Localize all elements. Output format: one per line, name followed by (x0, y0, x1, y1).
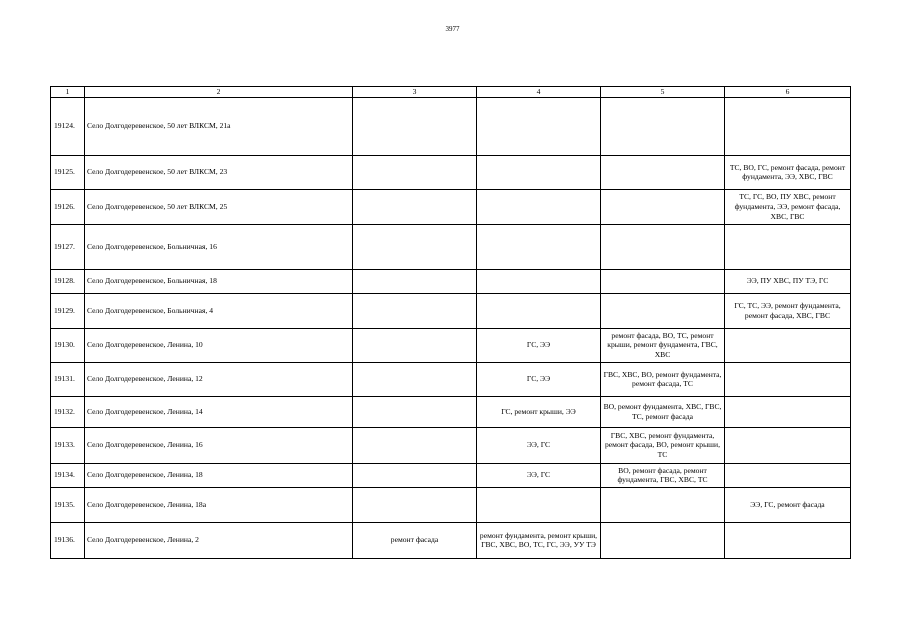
row-number: 19132. (51, 396, 85, 427)
table-header-row (51, 87, 851, 98)
row-col5 (601, 189, 725, 224)
row-col3 (353, 97, 477, 155)
table-row (51, 269, 851, 293)
row-address: Село Долгодеревенское, 50 лет ВЛКСМ, 23 (85, 155, 353, 189)
row-col6 (725, 362, 851, 396)
row-col4 (477, 97, 601, 155)
table-row (51, 487, 851, 522)
column-header-6: 6 (725, 87, 851, 98)
row-number: 19127. (51, 224, 85, 269)
row-col4 (477, 269, 601, 293)
row-col4 (477, 155, 601, 189)
works-table (50, 86, 851, 559)
table-row (51, 362, 851, 396)
row-col4: ремонт фундамента, ремонт крыши, ГВС, ХВС, ВО, ТС, ГС, ЭЭ, УУ ТЭ (477, 522, 601, 558)
row-col5 (601, 97, 725, 155)
row-col4: ЭЭ, ГС (477, 427, 601, 463)
column-header-3: 3 (353, 87, 477, 98)
row-col3 (353, 427, 477, 463)
row-col5 (601, 293, 725, 328)
row-col3 (353, 189, 477, 224)
row-address: Село Долгодеревенское, Больничная, 4 (85, 293, 353, 328)
row-col5 (601, 155, 725, 189)
row-col4: ГС, ЭЭ (477, 328, 601, 362)
row-number: 19135. (51, 487, 85, 522)
row-address: Село Долгодеревенское, Больничная, 18 (85, 269, 353, 293)
table-row (51, 328, 851, 362)
row-col3: ремонт фасада (353, 522, 477, 558)
row-number: 19125. (51, 155, 85, 189)
row-number: 19128. (51, 269, 85, 293)
row-col4: ГС, ремонт крыши, ЭЭ (477, 396, 601, 427)
row-col3 (353, 463, 477, 487)
row-col6 (725, 328, 851, 362)
column-header-1: 1 (51, 87, 85, 98)
row-number: 19126. (51, 189, 85, 224)
table-row (51, 189, 851, 224)
row-col3 (353, 487, 477, 522)
row-col6 (725, 396, 851, 427)
row-col5 (601, 487, 725, 522)
row-col5: ремонт фасада, ВО, ТС, ремонт крыши, ремонт фундамента, ГВС, ХВС (601, 328, 725, 362)
column-header-2: 2 (85, 87, 353, 98)
table-row (51, 97, 851, 155)
table-row (51, 396, 851, 427)
table-row (51, 522, 851, 558)
row-col4 (477, 487, 601, 522)
row-number: 19133. (51, 427, 85, 463)
table-row (51, 293, 851, 328)
row-number: 19129. (51, 293, 85, 328)
row-col4 (477, 189, 601, 224)
row-col6 (725, 463, 851, 487)
row-address: Село Долгодеревенское, Больничная, 16 (85, 224, 353, 269)
row-number: 19124. (51, 97, 85, 155)
row-col4: ЭЭ, ГС (477, 463, 601, 487)
row-col3 (353, 269, 477, 293)
row-col6: ТС, ГС, ВО, ПУ ХВС, ремонт фундамента, ЭЭ, ремонт фасада, ХВС, ГВС (725, 189, 851, 224)
row-col5 (601, 269, 725, 293)
row-col6 (725, 224, 851, 269)
row-col3 (353, 155, 477, 189)
row-address: Село Долгодеревенское, Ленина, 10 (85, 328, 353, 362)
row-col6 (725, 97, 851, 155)
row-address: Село Долгодеревенское, Ленина, 14 (85, 396, 353, 427)
row-col6: ТС, ВО, ГС, ремонт фасада, ремонт фундамента, ЭЭ, ХВС, ГВС (725, 155, 851, 189)
row-col5: ГВС, ХВС, ремонт фундамента, ремонт фасада, ВО, ремонт крыши, ТС (601, 427, 725, 463)
page-number: 3977 (445, 25, 460, 33)
row-col3 (353, 362, 477, 396)
row-col6 (725, 522, 851, 558)
row-col6: ЭЭ, ПУ ХВС, ПУ ТЭ, ГС (725, 269, 851, 293)
table-row (51, 155, 851, 189)
row-col3 (353, 396, 477, 427)
row-col5: ГВС, ХВС, ВО, ремонт фундамента, ремонт фасада, ТС (601, 362, 725, 396)
row-address: Село Долгодеревенское, Ленина, 12 (85, 362, 353, 396)
column-header-4: 4 (477, 87, 601, 98)
row-col4 (477, 293, 601, 328)
row-col4: ГС, ЭЭ (477, 362, 601, 396)
row-col5: ВО, ремонт фасада, ремонт фундамента, ГВС, ХВС, ТС (601, 463, 725, 487)
row-number: 19136. (51, 522, 85, 558)
row-number: 19131. (51, 362, 85, 396)
row-col6: ЭЭ, ГС, ремонт фасада (725, 487, 851, 522)
row-address: Село Долгодеревенское, Ленина, 18 (85, 463, 353, 487)
table-row (51, 427, 851, 463)
row-address: Село Долгодеревенское, Ленина, 16 (85, 427, 353, 463)
row-col3 (353, 224, 477, 269)
row-address: Село Долгодеревенское, Ленина, 2 (85, 522, 353, 558)
row-address: Село Долгодеревенское, 50 лет ВЛКСМ, 21а (85, 97, 353, 155)
table-row (51, 224, 851, 269)
row-col5 (601, 224, 725, 269)
row-col3 (353, 293, 477, 328)
row-col4 (477, 224, 601, 269)
column-header-5: 5 (601, 87, 725, 98)
row-number: 19134. (51, 463, 85, 487)
row-col6: ГС, ТС, ЭЭ, ремонт фундамента, ремонт фасада, ХВС, ГВС (725, 293, 851, 328)
row-col5: ВО, ремонт фундамента, ХВС, ГВС, ТС, ремонт фасада (601, 396, 725, 427)
table-row (51, 463, 851, 487)
row-number: 19130. (51, 328, 85, 362)
row-col5 (601, 522, 725, 558)
row-address: Село Долгодеревенское, Ленина, 18а (85, 487, 353, 522)
row-address: Село Долгодеревенское, 50 лет ВЛКСМ, 25 (85, 189, 353, 224)
row-col6 (725, 427, 851, 463)
row-col3 (353, 328, 477, 362)
